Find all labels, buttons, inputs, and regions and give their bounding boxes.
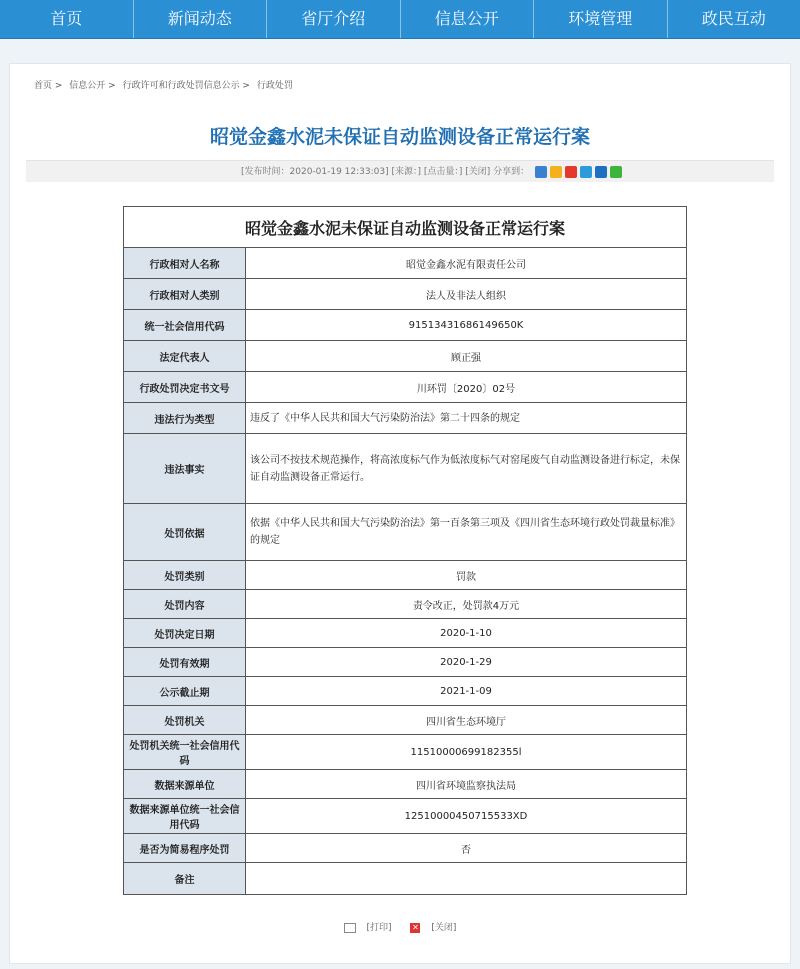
row-value: 依据《中华人民共和国大气污染防治法》第一百条第三项及《四川省生态环境行政处罚裁量标准》的规定 <box>246 504 687 561</box>
row-value: 法人及非法人组织 <box>246 279 687 310</box>
nav-item-env[interactable]: 环境管理 <box>534 0 668 38</box>
row-label: 违法行为类型 <box>124 403 246 434</box>
favorite-share-icon[interactable] <box>550 166 562 178</box>
row-label: 行政相对人类别 <box>124 279 246 310</box>
breadcrumb-license[interactable]: 行政许可和行政处罚信息公示 > <box>122 81 250 91</box>
row-label: 处罚机关统一社会信用代码 <box>124 735 246 770</box>
row-label: 处罚依据 <box>124 504 246 561</box>
renren-share-icon[interactable] <box>595 166 607 178</box>
breadcrumb-info[interactable]: 信息公开 > <box>69 81 116 91</box>
row-value: 12510000450715533XD <box>246 799 687 834</box>
row-label: 处罚决定日期 <box>124 619 246 648</box>
share-icons <box>535 166 622 178</box>
row-value: 罚款 <box>246 561 687 590</box>
close-label: [关闭] <box>431 923 457 933</box>
row-label: 行政相对人名称 <box>124 248 246 279</box>
row-label: 处罚机关 <box>124 706 246 735</box>
nav-item-news[interactable]: 新闻动态 <box>134 0 268 38</box>
table-title: 昭觉金鑫水泥未保证自动监测设备正常运行案 <box>124 207 687 248</box>
article-meta-bar <box>26 160 774 182</box>
row-value: 四川省生态环境厅 <box>246 706 687 735</box>
row-label: 数据来源单位统一社会信用代码 <box>124 799 246 834</box>
row-value <box>246 863 687 895</box>
article-meta: [发布时间：2020-01-19 12:33:03] [来源：] [点击量：] [关闭] 分享到： <box>241 167 530 177</box>
nav-item-interaction[interactable]: 政民互动 <box>701 9 766 28</box>
print-label: [打印] <box>366 923 392 933</box>
row-label: 处罚有效期 <box>124 648 246 677</box>
content-page <box>9 63 791 964</box>
row-value: 四川省环境监察执法局 <box>246 770 687 799</box>
penalty-table-wrap <box>123 206 687 895</box>
breadcrumb-penalty[interactable]: 行政处罚 <box>256 81 293 91</box>
nav-item-info[interactable]: 信息公开 <box>401 0 535 38</box>
row-value: 该公司不按技术规范操作，将高浓度标气作为低浓度标气对窑尾废气自动监测设备进行标定，未保证自动监测设备正常运行。 <box>246 434 687 504</box>
breadcrumb-home[interactable]: 首页 > <box>34 81 63 91</box>
row-label: 数据来源单位 <box>124 770 246 799</box>
row-label: 违法事实 <box>124 434 246 504</box>
tencent-weibo-share-icon[interactable] <box>580 166 592 178</box>
penalty-table <box>123 206 687 895</box>
row-value: 川环罚〔2020〕02号 <box>246 372 687 403</box>
row-value: 否 <box>246 834 687 863</box>
nav-item-home[interactable]: 首页 <box>0 0 134 38</box>
row-label: 统一社会信用代码 <box>124 310 246 341</box>
row-value: 11510000699182355l <box>246 735 687 770</box>
row-label: 是否为简易程序处罚 <box>124 834 246 863</box>
row-value: 昭觉金鑫水泥有限责任公司 <box>246 248 687 279</box>
row-value: 2020-1-10 <box>246 619 687 648</box>
row-label: 处罚类别 <box>124 561 246 590</box>
weibo-share-icon[interactable] <box>565 166 577 178</box>
row-value: 顾正强 <box>246 341 687 372</box>
page-title: 昭觉金鑫水泥未保证自动监测设备正常运行案 <box>209 126 590 148</box>
row-label: 公示截止期 <box>124 677 246 706</box>
row-label: 备注 <box>124 863 246 895</box>
wechat-share-icon[interactable] <box>610 166 622 178</box>
row-label: 处罚内容 <box>124 590 246 619</box>
print-icon <box>344 923 356 933</box>
row-value: 2020-1-29 <box>246 648 687 677</box>
qzone-share-icon[interactable] <box>535 166 547 178</box>
row-value: 责令改正，处罚款4万元 <box>246 590 687 619</box>
close-icon: ✕ <box>412 922 419 932</box>
row-label: 法定代表人 <box>124 341 246 372</box>
row-value: 2021-1-09 <box>246 677 687 706</box>
top-nav <box>0 0 800 39</box>
bottom-actions <box>10 920 790 933</box>
row-label: 行政处罚决定书文号 <box>124 372 246 403</box>
nav-item-about[interactable]: 省厅介绍 <box>267 0 401 38</box>
print-link[interactable] <box>340 923 396 933</box>
row-value: 违反了《中华人民共和国大气污染防治法》第二十四条的规定 <box>246 403 687 434</box>
breadcrumb <box>34 78 297 91</box>
close-link[interactable] <box>406 923 460 933</box>
row-value: 91513431686149650K <box>246 310 687 341</box>
